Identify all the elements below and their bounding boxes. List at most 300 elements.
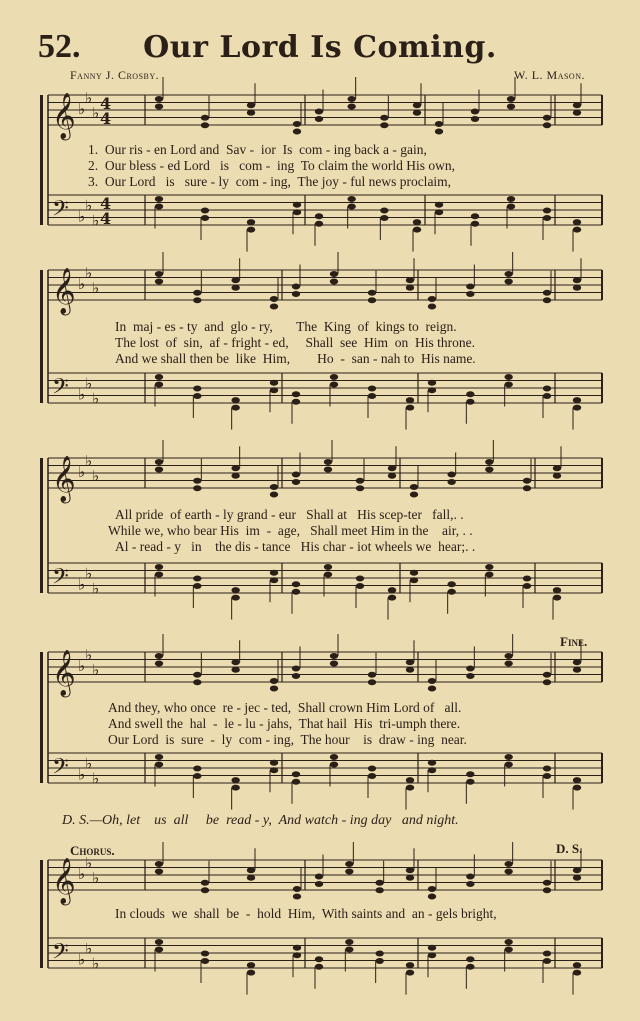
note-head (413, 102, 421, 108)
note-head (368, 766, 376, 772)
verse-2-line-4: And swell the hal - le - lu - jahs, That hail His tri-umph there. (108, 716, 461, 731)
note-head (347, 196, 355, 202)
note-head (293, 129, 301, 135)
note-head (428, 296, 436, 302)
note-head (324, 564, 332, 570)
note-head (543, 773, 551, 779)
note-head (270, 380, 278, 386)
note-head (553, 465, 561, 471)
note-head (292, 589, 300, 595)
note-head (231, 777, 239, 783)
note-head (466, 399, 474, 405)
verse-1-line-4: And they, who once re - jec - ted, Shall crown Him Lord of all. (108, 700, 462, 715)
note-head (201, 215, 209, 221)
note-head (447, 581, 455, 587)
treble-clef-icon: 𝄞 (52, 456, 76, 502)
note-head (388, 465, 396, 471)
note-head (543, 215, 551, 221)
note-head (406, 875, 414, 881)
note-head (330, 279, 338, 285)
note-head (231, 785, 239, 791)
flat-icon: ♭ (85, 853, 93, 872)
note-head (193, 583, 201, 589)
note-head (201, 122, 209, 128)
note-head (428, 304, 436, 310)
note-head (380, 215, 388, 221)
note-head (247, 970, 255, 976)
flat-icon: ♭ (78, 765, 86, 784)
note-head (406, 397, 414, 403)
note-head (155, 762, 163, 768)
system-brace (40, 652, 43, 783)
note-head (573, 397, 581, 403)
note-head (201, 958, 209, 964)
note-head (231, 277, 239, 283)
note-head (573, 285, 581, 291)
chorus-line-1: In clouds we shall be - hold Him, With saints and an - gels bright, (115, 906, 497, 921)
note-head (543, 393, 551, 399)
note-head (292, 666, 300, 672)
note-head (471, 221, 479, 227)
flat-icon: ♭ (92, 769, 100, 788)
note-head (270, 570, 278, 576)
note-head (543, 115, 551, 121)
flat-icon: ♭ (85, 754, 93, 773)
note-head (315, 213, 323, 219)
note-head (543, 386, 551, 392)
note-head (330, 762, 338, 768)
note-head (231, 285, 239, 291)
note-head (428, 894, 436, 900)
note-head (471, 109, 479, 115)
flat-icon: ♭ (92, 389, 100, 408)
flat-icon: ♭ (92, 660, 100, 679)
flat-icon: ♭ (85, 263, 93, 282)
bass-clef-icon: 𝄢 (52, 939, 69, 970)
note-head (330, 374, 338, 380)
note-head (270, 577, 278, 583)
note-head (406, 867, 414, 873)
note-head (466, 291, 474, 297)
flat-icon: ♭ (92, 278, 100, 297)
note-head (155, 271, 163, 277)
flat-icon: ♭ (92, 954, 100, 973)
note-head (573, 867, 581, 873)
note-head (406, 659, 414, 665)
note-head (543, 766, 551, 772)
note-head (573, 219, 581, 225)
note-head (471, 116, 479, 122)
note-head (466, 391, 474, 397)
flat-icon: ♭ (78, 385, 86, 404)
flat-icon: ♭ (78, 100, 86, 118)
note-head (315, 109, 323, 115)
note-head (504, 947, 512, 953)
system-brace (40, 270, 43, 403)
note-head (193, 386, 201, 392)
note-head (573, 405, 581, 411)
note-head (193, 672, 201, 678)
note-head (406, 962, 414, 968)
note-head (466, 964, 474, 970)
note-head (410, 484, 418, 490)
verse-1-line-1: 1. Our ris - en Lord and Sav - ior Is com - ing back a - gain, (88, 142, 427, 157)
treble-clef-icon: 𝄞 (52, 268, 76, 314)
chorus-heading: Chorus. (70, 843, 115, 858)
note-head (270, 484, 278, 490)
note-head (368, 297, 376, 303)
note-head (435, 129, 443, 135)
note-head (368, 290, 376, 296)
note-head (543, 958, 551, 964)
note-head (356, 576, 364, 582)
note-head (155, 459, 163, 465)
time-signature-bottom: 4 (100, 209, 112, 228)
note-head (375, 951, 383, 957)
note-head (507, 196, 515, 202)
note-head (504, 382, 512, 388)
note-head (573, 277, 581, 283)
system-brace (40, 458, 43, 593)
note-head (247, 219, 255, 225)
note-head (347, 96, 355, 102)
system-brace (40, 95, 43, 225)
flat-icon: ♭ (85, 645, 93, 664)
dal-segno-line: D. S.—Oh, let us all be read - y, And watch - ing day and night. (62, 813, 459, 828)
note-head (201, 208, 209, 214)
note-head (380, 122, 388, 128)
note-head (155, 374, 163, 380)
verse-3-line-1: 3. Our Lord is sure - ly com - ing, The joy - ful news proclaim, (88, 174, 452, 189)
note-head (466, 881, 474, 887)
note-head (315, 956, 323, 962)
note-head (315, 116, 323, 122)
ds-marking: D. S. (556, 841, 583, 856)
note-head (330, 271, 338, 277)
note-head (270, 387, 278, 393)
flat-icon: ♭ (78, 275, 86, 293)
note-head (375, 887, 383, 893)
note-head (553, 587, 561, 593)
note-head (447, 479, 455, 485)
note-head (406, 777, 414, 783)
note-head (523, 485, 531, 491)
note-head (155, 104, 163, 110)
flat-icon: ♭ (92, 579, 100, 598)
note-head (324, 467, 332, 473)
note-head (270, 492, 278, 498)
system-brace (40, 860, 43, 968)
note-head (292, 771, 300, 777)
note-head (543, 208, 551, 214)
note-head (155, 196, 163, 202)
note-head (485, 564, 493, 570)
flat-icon: ♭ (92, 466, 100, 485)
note-head (375, 880, 383, 886)
lyricist-credit: Fanny J. Crosby. (70, 68, 160, 82)
note-head (375, 958, 383, 964)
note-head (193, 297, 201, 303)
note-head (201, 880, 209, 886)
note-head (413, 110, 421, 116)
note-head (471, 213, 479, 219)
note-head (435, 209, 443, 215)
note-head (270, 304, 278, 310)
note-head (573, 227, 581, 233)
note-head (435, 202, 443, 208)
note-head (292, 399, 300, 405)
note-head (293, 886, 301, 892)
flat-icon: ♭ (92, 103, 100, 122)
flat-icon: ♭ (92, 211, 100, 230)
note-head (573, 970, 581, 976)
note-head (231, 465, 239, 471)
note-head (293, 945, 301, 951)
note-head (155, 661, 163, 667)
note-head (507, 104, 515, 110)
note-head (504, 374, 512, 380)
fine-marking: Fine. (560, 634, 588, 649)
note-head (428, 945, 436, 951)
flat-icon: ♭ (85, 88, 93, 107)
note-head (347, 204, 355, 210)
note-head (193, 773, 201, 779)
note-head (504, 939, 512, 945)
time-signature-bottom: 4 (100, 109, 112, 128)
note-head (504, 754, 512, 760)
note-head (428, 760, 436, 766)
flat-icon: ♭ (78, 657, 86, 675)
note-head (368, 386, 376, 392)
note-head (406, 667, 414, 673)
flat-icon: ♭ (85, 564, 93, 583)
note-head (292, 779, 300, 785)
note-head (356, 485, 364, 491)
note-head (345, 947, 353, 953)
note-head (231, 473, 239, 479)
note-head (193, 576, 201, 582)
note-head (270, 767, 278, 773)
note-head (388, 473, 396, 479)
note-head (293, 209, 301, 215)
note-head (507, 204, 515, 210)
verse-1-line-3: All pride of earth - ly grand - eur Shall at His scep-ter fall,. . (115, 507, 464, 522)
note-head (193, 478, 201, 484)
note-head (292, 391, 300, 397)
flat-icon: ♭ (78, 950, 86, 969)
note-head (504, 661, 512, 667)
note-head (380, 208, 388, 214)
verse-1-line-2: In maj - es - ty and glo - ry, The King of kings to reign. (115, 319, 457, 334)
note-head (428, 686, 436, 692)
note-head (466, 874, 474, 880)
note-head (155, 96, 163, 102)
treble-clef-icon: 𝄞 (52, 858, 76, 904)
bass-clef-icon: 𝄢 (52, 754, 69, 785)
note-head (345, 869, 353, 875)
note-head (388, 595, 396, 601)
note-head (543, 297, 551, 303)
note-head (428, 886, 436, 892)
note-head (543, 672, 551, 678)
note-head (155, 204, 163, 210)
note-head (324, 572, 332, 578)
note-head (543, 290, 551, 296)
note-head (523, 583, 531, 589)
verse-2-line-1: 2. Our bless - ed Lord is com - ing To claim the world His own, (88, 158, 456, 173)
note-head (247, 102, 255, 108)
note-head (231, 667, 239, 673)
note-head (270, 686, 278, 692)
note-head (201, 951, 209, 957)
note-head (573, 110, 581, 116)
note-head (155, 382, 163, 388)
note-head (573, 667, 581, 673)
note-head (523, 576, 531, 582)
note-head (553, 595, 561, 601)
note-head (315, 874, 323, 880)
note-head (380, 115, 388, 121)
note-head (193, 393, 201, 399)
verse-3-line-2: And we shall then be like Him, Ho - san - nah to His name. (115, 351, 476, 366)
verse-2-line-3: While we, who bear His im - age, Shall meet Him in the air, . . (108, 523, 473, 538)
note-head (193, 766, 201, 772)
note-head (368, 773, 376, 779)
note-head (155, 572, 163, 578)
note-head (406, 785, 414, 791)
composer-credit: W. L. Mason. (513, 68, 585, 82)
note-head (523, 478, 531, 484)
note-head (193, 485, 201, 491)
note-head (155, 939, 163, 945)
note-head (388, 587, 396, 593)
treble-clef-icon: 𝄞 (52, 650, 76, 696)
note-head (292, 673, 300, 679)
note-head (504, 861, 512, 867)
note-head (406, 405, 414, 411)
note-head (270, 678, 278, 684)
note-head (413, 219, 421, 225)
flat-icon: ♭ (85, 939, 93, 958)
hymn-title: Our Lord Is Coming. (143, 30, 497, 65)
flat-icon: ♭ (85, 451, 93, 470)
note-head (504, 762, 512, 768)
note-head (573, 962, 581, 968)
bass-clef-icon: 𝄢 (52, 196, 69, 227)
note-head (324, 459, 332, 465)
note-head (428, 380, 436, 386)
note-head (573, 659, 581, 665)
note-head (485, 467, 493, 473)
hymn-number: 52. (38, 28, 81, 65)
note-head (155, 947, 163, 953)
flat-icon: ♭ (85, 196, 93, 215)
note-head (485, 572, 493, 578)
note-head (330, 661, 338, 667)
note-head (573, 777, 581, 783)
time-signature-top: 4 (100, 94, 112, 113)
note-head (406, 285, 414, 291)
note-head (155, 467, 163, 473)
note-head (507, 96, 515, 102)
note-head (504, 271, 512, 277)
note-head (485, 459, 493, 465)
note-head (466, 284, 474, 290)
note-head (410, 577, 418, 583)
note-head (155, 653, 163, 659)
verse-3-line-3: Al - read - y in the dis - tance His char - iot wheels we hear;. . (115, 539, 476, 554)
note-head (573, 785, 581, 791)
note-head (543, 887, 551, 893)
note-head (315, 964, 323, 970)
treble-clef-icon: 𝄞 (52, 93, 76, 139)
note-head (466, 771, 474, 777)
note-head (201, 115, 209, 121)
note-head (201, 887, 209, 893)
note-head (315, 221, 323, 227)
note-head (573, 875, 581, 881)
note-head (231, 405, 239, 411)
note-head (155, 861, 163, 867)
note-head (293, 202, 301, 208)
flat-icon: ♭ (78, 463, 86, 481)
note-head (368, 393, 376, 399)
flat-icon: ♭ (92, 868, 100, 887)
note-head (270, 296, 278, 302)
note-head (410, 492, 418, 498)
note-head (410, 570, 418, 576)
note-head (247, 875, 255, 881)
note-head (155, 869, 163, 875)
note-head (155, 754, 163, 760)
note-head (270, 760, 278, 766)
flat-icon: ♭ (78, 207, 86, 226)
note-head (155, 279, 163, 285)
note-head (155, 564, 163, 570)
note-head (435, 121, 443, 127)
bass-clef-icon: 𝄢 (52, 374, 69, 405)
note-head (231, 587, 239, 593)
note-head (543, 679, 551, 685)
note-head (247, 227, 255, 233)
note-head (292, 472, 300, 478)
note-head (543, 880, 551, 886)
note-head (231, 397, 239, 403)
note-head (447, 472, 455, 478)
note-head (466, 666, 474, 672)
note-head (356, 583, 364, 589)
flat-icon: ♭ (85, 374, 93, 393)
verse-2-line-2: The lost of sin, af - fright - ed, Shall see Him on His throne. (115, 335, 475, 350)
note-head (347, 104, 355, 110)
note-head (356, 478, 364, 484)
note-head (543, 122, 551, 128)
note-head (247, 867, 255, 873)
note-head (466, 673, 474, 679)
flat-icon: ♭ (78, 865, 86, 883)
note-head (193, 679, 201, 685)
note-head (293, 894, 301, 900)
note-head (330, 653, 338, 659)
note-head (292, 291, 300, 297)
verse-3-line-4: Our Lord is sure - ly com - ing, The hour is draw - ing near. (108, 732, 467, 747)
note-head (315, 881, 323, 887)
note-head (368, 679, 376, 685)
note-head (330, 754, 338, 760)
note-head (345, 939, 353, 945)
time-signature-top: 4 (100, 194, 112, 213)
note-head (292, 479, 300, 485)
